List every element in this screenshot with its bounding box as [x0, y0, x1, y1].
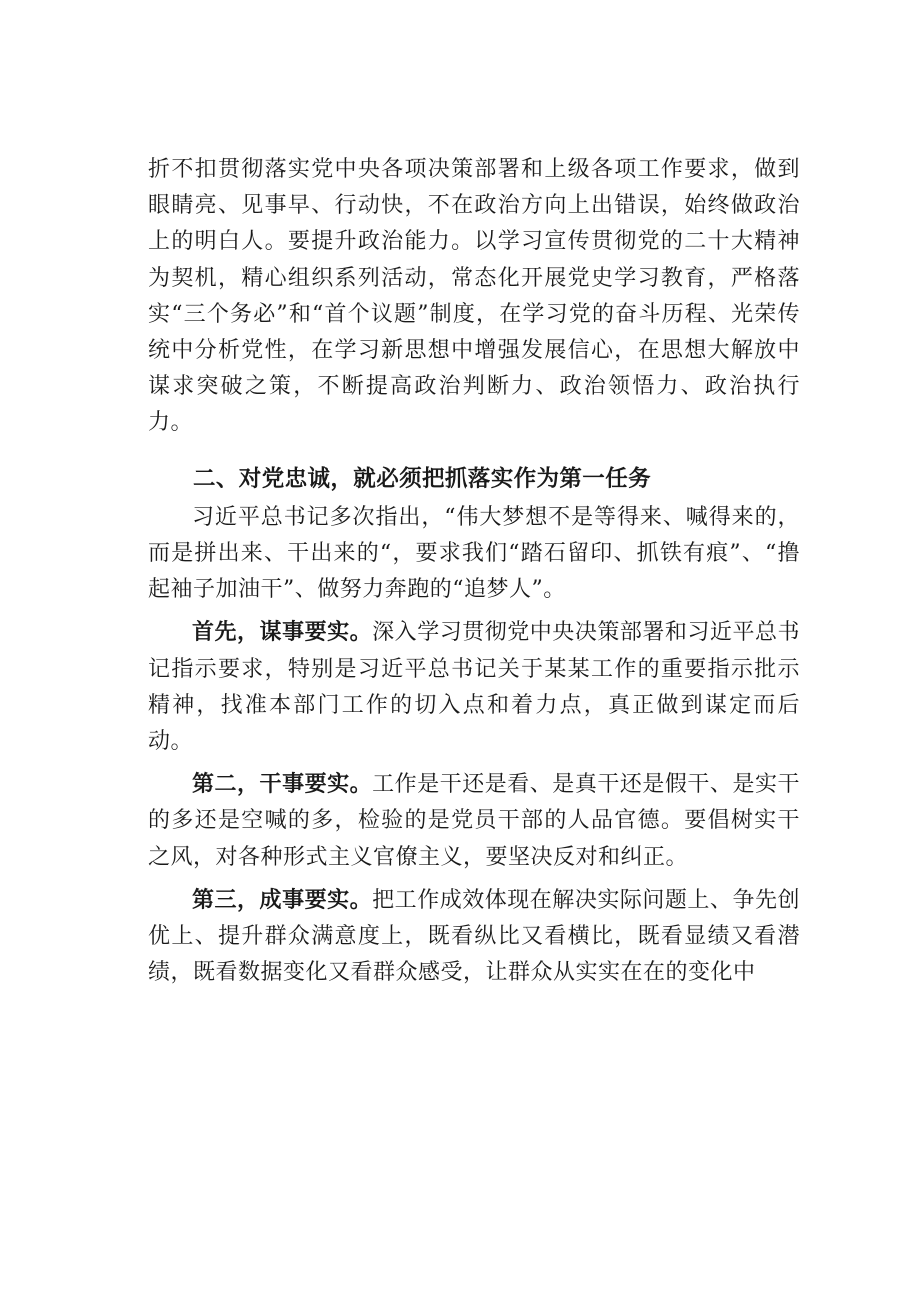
section-heading: 二、对党忠诚，就必须把抓落实作为第一任务: [193, 465, 652, 492]
paragraph-first: [148, 615, 800, 760]
paragraph-second: [148, 767, 800, 876]
paragraph-continued: 折不扣贯彻落实党中央各项决策部署和上级各项工作要求，做到眼睛亮、见事早、行动快，不在政治方向上出错误，始终做政治上的明白人。要提升政治能力。以学习宣传贯彻党的二十大精神为契机，精心组织系列活动，常态化开展党史学习教育，严格落实“三个务必”和“首个议题”制度，在学习党的奋斗历程、光荣传统中分析党性，在学习新思想中增强发展信心，在思想大解放中谋求突破之策，不断提高政治判断力、政治领悟力、政治执行力。: [148, 157, 800, 436]
paragraph-second-body: 工作是干还是看、是真干还是假干、是实干的多还是空喊的多，检验的是党员干部的人品官德。要倡树实干之风，对各种形式主义官僚主义，要坚决反对和纠正。: [148, 772, 800, 870]
paragraph-second-lead: 第二，干事要实。: [192, 772, 373, 798]
paragraph-third-lead: 第三，成事要实。: [192, 887, 373, 913]
paragraph-third-body: 把工作成效体现在解决实际问题上、争先创优上、提升群众满意度上，既看纵比又看横比，既看显绩又看潜绩，既看数据变化又看群众感受，让群众从实实在在的变化中: [148, 887, 800, 986]
paragraph-first-body: 深入学习贯彻党中央决策部署和习近平总书记指示要求，特别是习近平总书记关于某某工作的重要指示批示精神，找准本部门工作的切入点和着力点，真正做到谋定而后动。: [148, 620, 800, 755]
paragraph-first-lead: 首先，谋事要实。: [192, 620, 373, 646]
paragraph-third: [148, 883, 800, 992]
paragraph-quote: 习近平总书记多次指出，“伟大梦想不是等得来、喊得来的，而是拼出来、干出来的“，要求我们“踏石留印、抓铁有痕”、“撸起袖子加油干”、做努力奔跑的“追梦人”。: [148, 504, 800, 603]
document-page: [148, 152, 800, 991]
